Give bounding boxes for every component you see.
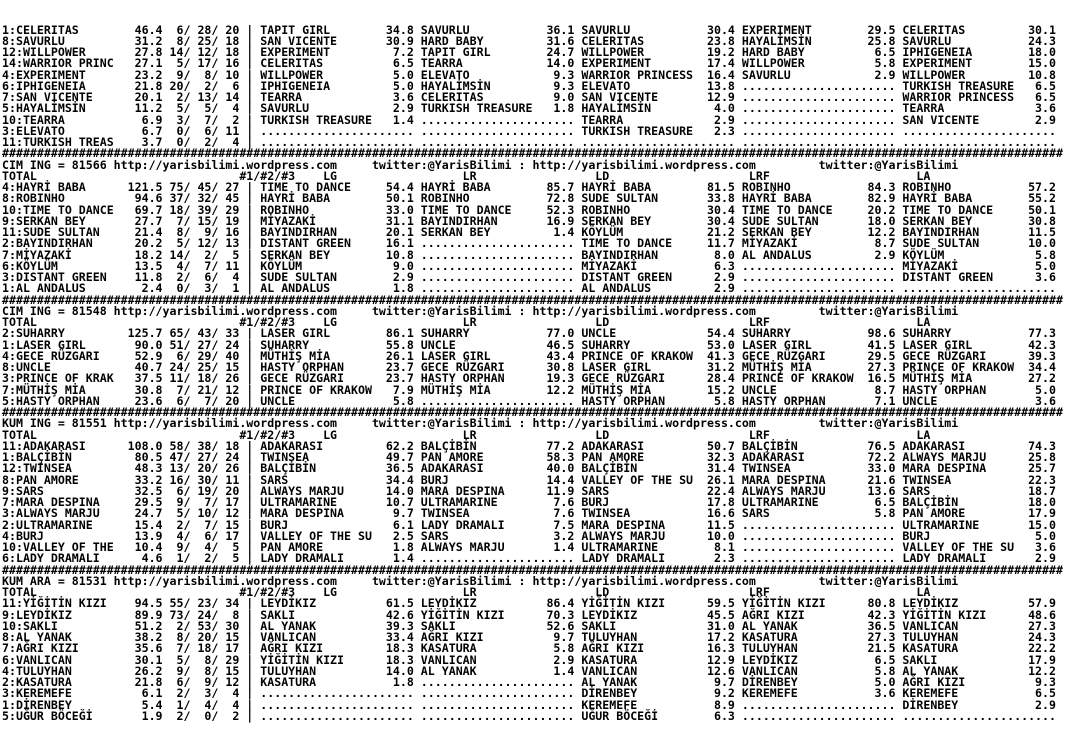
section-header-line: CIM ING = 81566 http://yarisbilimi.wordpress.com twitter:@YarisBilimi : http://yarisbilimi.wordpress.com twitter:@YarisBilimi [2,157,959,172]
stats-row-line: 8:SAVURLU 31.2 8/ 25/ 18 | SAN VICENTE 30.9 HARD BABY 31.6 CELERITAS 23.8 HAYALİMSİN 25.8 SAVURLU 24.3 [2,33,1056,48]
section-header-line: CIM ING = 81548 http://yarisbilimi.wordpress.com twitter:@YarisBilimi : http://yarisbilimi.wordpress.com twitter:@YarisBilimi [2,303,959,318]
column-header-line: TOTAL #1/#2/#3 LG LR LD LRF LA [2,315,931,329]
stats-row-line: 6:LADY DRAMALI 4.6 1/ 2/ 5 | LADY DRAMALI 1.4 ...................... LADY DRAMALI 2.3 ...................... LADY DRAMALI 2.9 [2,551,1056,566]
stats-row-line: 10:SAKLI 51.2 2/ 53/ 30 | AL YANAK 39.3 SAKLI 52.6 SAKLI 31.0 AL YANAK 36.5 VANLICAN 27.3 [2,618,1056,633]
stats-row-line: 8:UNCLE 40.7 24/ 25/ 15 | HASTY ORPHAN 23.7 GECE RÜZGARI 30.8 LASER GIRL 31.2 MÜTHİŞ MİA 27.3 PRINCE OF KRAKOW 34.4 [2,360,1056,374]
stats-row-line: 3:PRINCE OF KRAK 37.5 11/ 18/ 26 | GECE RÜZGARI 23.7 HASTY ORPHAN 19.3 GECE RÜZGARI 28.4 PRINCE OF KRAKOW 16.5 MÜTHİŞ MİA 27.2 [2,371,1056,386]
stats-row-line: 10:TIME TO DANCE 69.7 18/ 39/ 29 | ROBINHO 33.0 TIME TO DANCE 52.3 ROBINHO 30.4 TIME TO DANCE 20.2 TIME TO DANCE 50.1 [2,202,1056,217]
stats-row-line: 7:MARA DESPINA 29.5 9/ 7/ 17 | ULTRAMARINE 10.7 ULTRAMARINE 7.6 BURJ 17.8 ULTRAMARINE 6.5 BALÇİBİN 18.0 [2,495,1056,509]
stats-row-line: 1:LASER GIRL 90.0 51/ 27/ 24 | SUHARRY 55.8 UNCLE 46.5 SUHARRY 53.0 LASER GIRL 41.5 LASER GIRL 42.3 [2,337,1056,352]
stats-row-line: 2:SUHARRY 125.7 65/ 43/ 33 | LASER GIRL 86.1 SUHARRY 77.0 UNCLE 54.4 SUHARRY 98.6 SUHARRY 77.3 [2,326,1056,341]
stats-row-line: 4:GECE RÜZGARI 52.9 6/ 29/ 40 | MÜTHİŞ MİA 26.1 LASER GIRL 43.4 PRINCE OF KRAKOW 41.3 GECE RÜZGARI 29.5 GECE RÜZGARI 39.3 [2,348,1056,363]
stats-row-line: 6:VANLICAN 30.1 5/ 8/ 29 | YİĞİTİN KIZI 18.3 VANLICAN 2.9 KASATURA 12.9 LEYDİKIZ 6.5 SAKLI 17.9 [2,652,1056,667]
stats-row-line: 10:VALLEY OF THE 10.4 9/ 4/ 5 | PAN AMORE 1.8 ALWAYS MARJU 1.4 ULTRAMARINE 8.1 ...................... VALLEY OF THE SU 3.6 [2,540,1056,554]
section-header-line: KUM ARA = 81531 http://yarisbilimi.wordpress.com twitter:@YarisBilimi : http://yarisbilimi.wordpress.com twitter:@YarisBilimi [2,573,959,588]
stats-row-line: 11:SUDE SULTAN 21.4 8/ 9/ 16 | BAYINDIRHAN 20.1 SERKAN BEY 1.4 KÖYLÜM 21.2 SERKAN BEY 12.2 BAYINDIRHAN 11.5 [2,225,1056,239]
stats-row-line: 11:YİĞİTİN KIZI 94.5 55/ 23/ 34 | LEYDİKIZ 61.5 LEYDİKIZ 86.4 YİĞİTİN KIZI 59.5 YİĞİTİN KIZI 80.8 LEYDİKIZ 57.9 [2,596,1056,611]
stats-row-line: 7:MİYAZAKİ 18.2 14/ 2/ 5 | SERKAN BEY 10.8 ...................... BAYINDIRHAN 8.0 AL ANDALUS 2.9 KÖYLÜM 5.8 [2,247,1056,262]
stats-row-line: 7:SAN VICENTE 20.1 2/ 13/ 14 | TEARRA 3.6 CELERITAS 9.0 SAN VICENTE 12.9 ...................... WARRIOR PRINCESS 6.5 [2,90,1056,104]
stats-row-line: 5:HAYALİMSİN 11.2 5/ 5/ 4 | SAVURLU 2.9 TURKISH TREASURE 1.8 HAYALİMSİN 4.0 ...................... TEARRA 3.6 [2,101,1056,116]
column-header-line: TOTAL #1/#2/#3 LG LR LD LRF LA [2,585,931,599]
stats-row-line: 2:BAYINDIRHAN 20.2 5/ 12/ 13 | DISTANT GREEN 16.1 ...................... TIME TO DANCE 11.7 MİYAZAKİ 8.7 SUDE SULTAN 10.0 [2,236,1056,251]
stats-row-line: 1:DİRENBEY 5.4 1/ 4/ 4 | ...................... ...................... KEREMEFE 8.9 ...................... DİRENBEY 2.9 [2,697,1056,712]
stats-row-line: 4:HAYRİ BABA 121.5 75/ 45/ 27 | TIME TO DANCE 54.4 HAYRİ BABA 85.7 HAYRİ BABA 81.5 ROBINHO 84.3 ROBINHO 57.2 [2,180,1056,194]
column-header-line: TOTAL #1/#2/#3 LG LR LD LRF LA [2,168,931,183]
stats-row-line: 2:KASATURA 21.8 6/ 9/ 12 | KASATURA 1.8 ...................... AL YANAK 9.7 DİRENBEY 5.0 AĞRI KIZI 9.3 [2,675,1056,689]
stats-row-line: 6:IPHIGENEIA 21.8 20/ 2/ 6 | IPHIGENEIA 5.0 HAYALİMSİN 9.3 ELEVATO 13.8 ...................... TURKISH TREASURE 6.5 [2,78,1056,93]
section-separator-line: ######################################################################################################################################################## [2,292,1063,307]
stats-row-line: 1:CELERITAS 46.4 6/ 28/ 20 | TAPIT GIRL 34.8 SAVURLU 36.1 SAVURLU 30.4 EXPERIMENT 29.5 CELERITAS 30.1 [2,22,1056,37]
stats-row-line: 4:EXPERIMENT 23.2 9/ 8/ 10 | WILLPOWER 5.0 ELEVATO 9.3 WARRIOR PRINCESS 16.4 SAVURLU 2.9 WILLPOWER 10.8 [2,67,1056,82]
section-header-line: KUM ING = 81551 http://yarisbilimi.wordpress.com twitter:@YarisBilimi : http://yarisbilimi.wordpress.com twitter:@YarisBilimi [2,416,959,431]
stats-row-line: 4:BURJ 13.9 4/ 6/ 17 | VALLEY OF THE SU 2.5 SARS 3.2 ALWAYS MARJU 10.0 ...................... BURJ 5.0 [2,528,1056,543]
stats-row-line: 1:AL ANDALUS 2.4 0/ 3/ 1 | AL ANDALUS 1.8 ...................... AL ANDALUS 2.9 ...................... ...................... [2,281,1056,296]
stats-row-line: 10:TEARRA 6.9 3/ 7/ 2 | TURKISH TREASURE 1.4 ...................... TEARRA 2.9 ...................... SAN VICENTE 2.9 [2,112,1056,127]
stats-row-line: 3:ALWAYS MARJU 24.7 5/ 10/ 12 | MARA DESPINA 9.7 TWINSEA 7.6 TWINSEA 16.6 SARS 5.8 PAN AMORE 17.9 [2,506,1056,521]
stats-row-line: 5:HASTY ORPHAN 23.6 6/ 7/ 20 | UNCLE 5.8 ...................... HASTY ORPHAN 5.8 HASTY ORPHAN 7.1 UNCLE 3.6 [2,393,1056,408]
stats-row-line: 11:ADAKARASI 108.0 58/ 38/ 18 | ADAKARASI 62.2 BALÇİBİN 77.2 ADAKARASI 50.7 BALÇİBİN 76.5 ADAKARASI 74.3 [2,438,1056,453]
stats-row-line: 3:ELEVATO 6.7 0/ 6/ 11 | ...................... ...................... TURKISH TREASURE 2.3 ...................... ...................... [2,123,1056,138]
stats-row-line: 7:AĞRI KIZI 35.6 7/ 18/ 17 | AĞRI KIZI 18.3 KASATURA 5.8 AĞRI KIZI 16.3 TULUYHAN 21.5 KASATURA 22.2 [2,641,1056,656]
column-header-line: TOTAL #1/#2/#3 LG LR LD LRF LA [2,427,931,442]
stats-row-line: 12:TWINSEA 48.3 13/ 20/ 26 | BALÇİBİN 36.5 ADAKARASI 40.0 BALÇİBİN 31.4 TWINSEA 33.0 MARA DESPINA 25.7 [2,461,1056,476]
stats-row-line: 5:UĞUR BÖCEĞİ 1.9 2/ 0/ 2 | ...................... ...................... UĞUR BÖCEĞİ 6.3 ...................... ...................... [2,708,1056,723]
section-separator-line: ######################################################################################################################################################## [2,562,1063,577]
stats-row-line: 12:WILLPOWER 27.8 14/ 12/ 18 | EXPERIMENT 7.2 TAPIT GIRL 24.7 WILLPOWER 19.2 HARD BABY 6.5 IPHIGENEIA 18.0 [2,45,1056,59]
stats-row-line: 11:TURKISH TREAS 3.7 0/ 2/ 4 | ...................... ...................... ...................... ...................... ...................... [2,135,1056,149]
stats-row-line: 3:KEREMEFE 6.1 2/ 3/ 4 | ...................... ...................... DİRENBEY 9.2 KEREMEFE 3.6 KEREMEFE 6.5 [2,686,1056,701]
section-separator-line: ######################################################################################################################################################## [2,405,1063,419]
stats-row-line: 7:MÜTHİŞ MİA 30.8 7/ 21/ 12 | PRINCE OF KRAKOW 7.9 MÜTHİŞ MİA 12.2 MÜTHİŞ MİA 15.2 UNCLE 8.7 HASTY ORPHAN 5.0 [2,382,1056,397]
stats-row-line: 8:AL YANAK 38.2 8/ 20/ 15 | VANLICAN 33.4 AĞRI KIZI 9.7 TULUYHAN 17.2 KASATURA 27.3 TULUYHAN 24.3 [2,630,1056,644]
stats-row-line: 6:KÖYLÜM 13.5 4/ 7/ 11 | KÖYLÜM 9.0 ...................... MİYAZAKİ 6.3 ...................... MİYAZAKİ 5.0 [2,258,1056,273]
section-separator-line: ######################################################################################################################################################## [2,146,1063,161]
stats-row-line: 4:TULUYHAN 26.2 9/ 8/ 15 | TULUYHAN 14.0 AL YANAK 1.4 VANLICAN 12.6 VANLICAN 5.8 AL YANAK 12.2 [2,663,1056,678]
stats-row-line: 1:BALÇİBİN 80.5 47/ 27/ 24 | TWINSEA 49.7 PAN AMORE 58.3 PAN AMORE 32.3 ADAKARASI 72.2 ALWAYS MARJU 25.8 [2,450,1056,464]
stats-row-line: 2:ULTRAMARINE 15.4 2/ 7/ 15 | BURJ 6.1 LADY DRAMALI 7.5 MARA DESPINA 11.5 ...................... ULTRAMARINE 15.0 [2,517,1056,532]
stats-row-line: 3:DISTANT GREEN 11.8 2/ 6/ 4 | SUDE SULTAN 2.9 ...................... DISTANT GREEN 2.9 ...................... DISTANT GREEN 3.6 [2,270,1056,284]
stats-row-line: 8:PAN AMORE 33.2 16/ 30/ 11 | SARS 34.4 BURJ 14.4 VALLEY OF THE SU 26.1 MARA DESPINA 21.6 TWINSEA 22.3 [2,472,1056,487]
stats-row-line: 9:SERKAN BEY 27.7 7/ 15/ 19 | MİYAZAKİ 31.1 BAYINDIRHAN 16.9 SERKAN BEY 30.4 SUDE SULTAN 18.0 SERKAN BEY 30.8 [2,213,1056,228]
stats-row-line: 8:ROBINHO 94.6 37/ 32/ 45 | HAYRİ BABA 50.1 ROBINHO 72.8 SUDE SULTAN 33.8 HAYRİ BABA 82.9 HAYRİ BABA 55.2 [2,191,1056,206]
stats-row-line: 9:SARS 32.5 6/ 19/ 20 | ALWAYS MARJU 14.0 MARA DESPINA 11.9 SARS 22.4 ALWAYS MARJU 13.6 SARS 18.7 [2,483,1056,498]
race-sections [2,22,1077,723]
stats-row-line: 14:WARRIOR PRINC 27.1 5/ 17/ 16 | CELERITAS 6.5 TEARRA 14.0 EXPERIMENT 17.4 WILLPOWER 5.8 EXPERIMENT 15.0 [2,56,1056,71]
stats-row-line: 9:LEYDİKIZ 89.9 73/ 24/ 8 | SAKLI 42.6 YİĞİTİN KIZI 70.3 LEYDİKIZ 45.5 AĞRI KIZI 42.3 YİĞİTİN KIZI 48.6 [2,607,1056,622]
